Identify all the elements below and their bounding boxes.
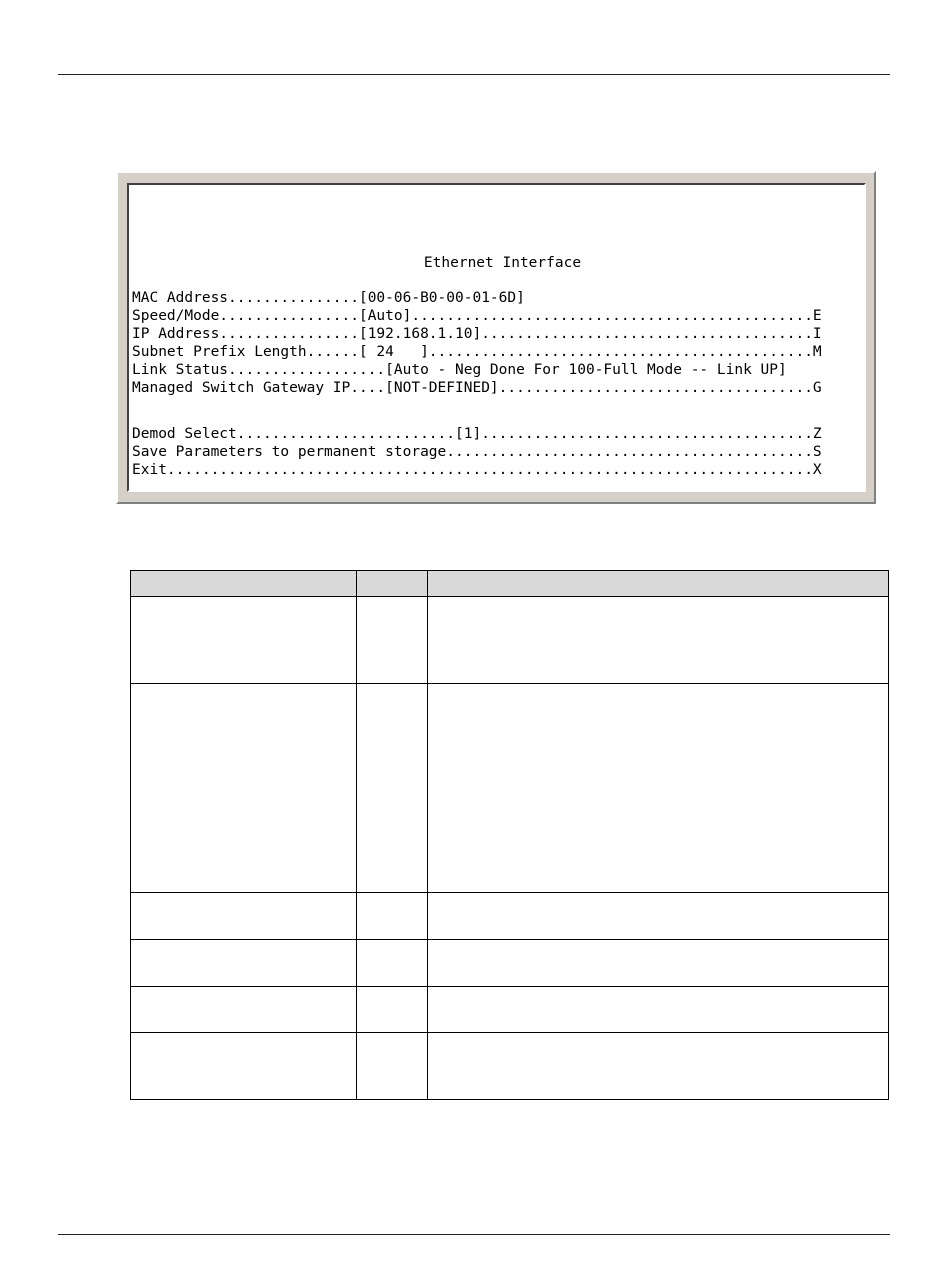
table-cell (428, 597, 889, 684)
terminal-line-gateway-ip: Managed Switch Gateway IP....[NOT-DEFINED]....................................G (132, 380, 822, 396)
table-cell (357, 1033, 428, 1100)
table-cell (357, 940, 428, 987)
terminal-line-ip-address: IP Address................[192.168.1.10]......................................I (132, 326, 822, 342)
table-cell (428, 940, 889, 987)
footer-rule (58, 1234, 890, 1235)
terminal-line-demod-select: Demod Select.........................[1]......................................Z (132, 426, 822, 442)
table-cell (428, 1033, 889, 1100)
terminal-line-mac-address: MAC Address...............[00-06-B0-00-01-6D] (132, 290, 525, 306)
table-cell (131, 893, 357, 940)
table-cell (131, 684, 357, 893)
table-header-cell (131, 571, 357, 597)
terminal-title: Ethernet Interface (423, 255, 582, 271)
terminal-line-speed-mode: Speed/Mode................[Auto]..............................................E (132, 308, 822, 324)
table-row (131, 940, 889, 987)
table-cell (357, 684, 428, 893)
terminal-line-subnet-prefix: Subnet Prefix Length......[ 24 ]............................................M (132, 344, 822, 360)
table-row (131, 597, 889, 684)
table-cell (357, 893, 428, 940)
terminal-screen (127, 183, 866, 492)
table-row (131, 893, 889, 940)
table-header-cell (428, 571, 889, 597)
table-row (131, 987, 889, 1033)
terminal-line-link-status: Link Status..................[Auto - Neg Done For 100-Full Mode -- Link UP] (132, 362, 787, 378)
table-row (131, 1033, 889, 1100)
terminal-screenshot (116, 171, 876, 504)
table-row (131, 684, 889, 893)
terminal-line-save-parameters: Save Parameters to permanent storage..........................................S (132, 444, 822, 460)
table-cell (428, 893, 889, 940)
header-rule (58, 74, 890, 75)
table-cell (131, 940, 357, 987)
table-cell (428, 987, 889, 1033)
table-cell (131, 1033, 357, 1100)
table-cell (357, 597, 428, 684)
terminal-line-exit: Exit..........................................................................X (132, 462, 822, 478)
table-header-cell (357, 571, 428, 597)
table-cell (131, 987, 357, 1033)
table-cell (428, 684, 889, 893)
table-cell (131, 597, 357, 684)
parameter-table (130, 570, 889, 1100)
table-header-row (131, 571, 889, 597)
table-cell (357, 987, 428, 1033)
